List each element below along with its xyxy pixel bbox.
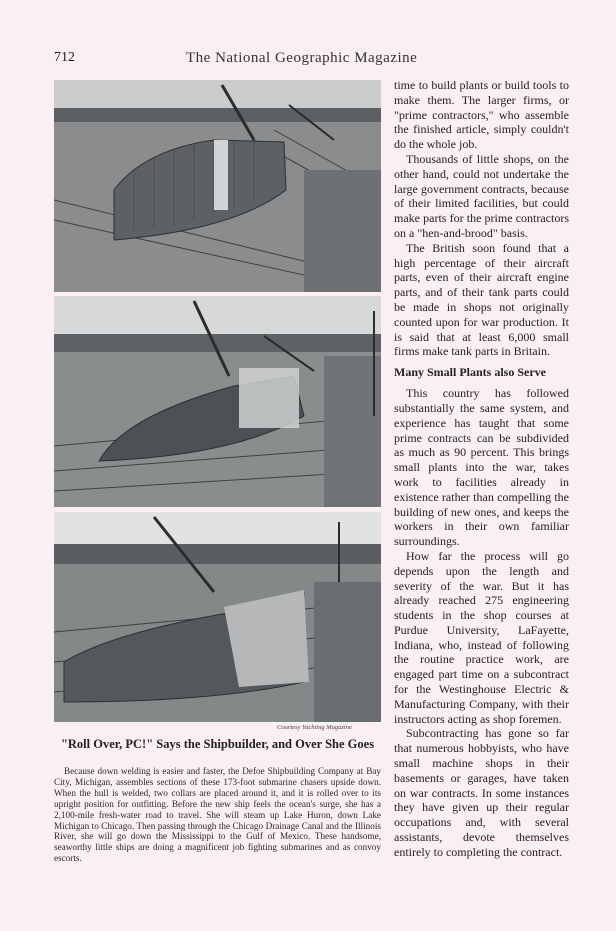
article-paragraph: This country has followed substantially the same system, and experience has taught that some prime contracts can be subdivided as much as 90 percent. This brings small plants into the war, takes work to facilities already in existence rather than compelling the building of new ones, and keeps the workers in their own familiar surroundings.: [394, 386, 569, 549]
caption-body: Because down welding is easier and faster, the Defoe Shipbuilding Company at Bay City, Michigan, assembles sections of these 173-foot submarine chasers upside down. When the hull is welded, two collars are placed around it, and it is rolled over to its upright position for outfitting. Before the new ship feels the ocean's surge, she has a 2,100-mile fresh-water road to travel. She will steam up Lake Huron, down Lake Michigan to Chicago. Then passing through the Chicago Drainage Canal and the Illinois River, she will go down the Mississippi to the Gulf of Mexico. These handsome, seaworthy little ships are doing a magnificent job fighting submarines and as convoy escorts.: [54, 766, 381, 864]
photo-credit: Courtesy Yachting Magazine: [277, 724, 352, 731]
shipyard-photo-1: [54, 80, 381, 292]
article-paragraph: Thousands of little shops, on the other hand, could not undertake the large government contracts, because of their limited facilities, but could make parts for the prime contractors on a "hen-and-brood" basis.: [394, 151, 569, 240]
article-paragraph: The British soon found that a high percentage of their aircraft parts, even of their aircraft engine parts, and of their tank parts could be made in shops not originally counted upon for war production. It is said that at least 6,000 small firms make tank parts in Britain.: [394, 240, 569, 359]
shipyard-photo-3: [54, 512, 381, 722]
article-paragraph: time to build plants or build tools to make them. The larger firms, or "prime contractors," who assemble the finished article, simply couldn't do the whole job.: [394, 78, 569, 152]
running-title: The National Geographic Magazine: [186, 50, 418, 66]
page-number: 712: [54, 50, 75, 65]
caption-title: "Roll Over, PC!" Says the Shipbuilder, and Over She Goes: [60, 737, 375, 751]
section-heading: Many Small Plants also Serve: [394, 365, 546, 380]
article-paragraph: Subcontracting has gone so far that numerous hobbyists, who have small machine shops in their basements or garages, have taken on war contracts. In some instances they have given up their regular occupations and, with several assistants, devote themselves entirely to completing the contract.: [394, 726, 569, 859]
shipyard-photo-2: [54, 296, 381, 507]
article-column: [394, 78, 569, 860]
article-paragraph: How far the process will go depends upon the length and severity of the war. But it has already reached 275 engineering students in the shop courses at Purdue University, LaFayette, Indiana, who, instead of following the routine practice work, are engaged part time on a subcontract for the Westinghouse Electric & Manufacturing Company, with their instructors acting as shop foremen.: [394, 548, 569, 726]
